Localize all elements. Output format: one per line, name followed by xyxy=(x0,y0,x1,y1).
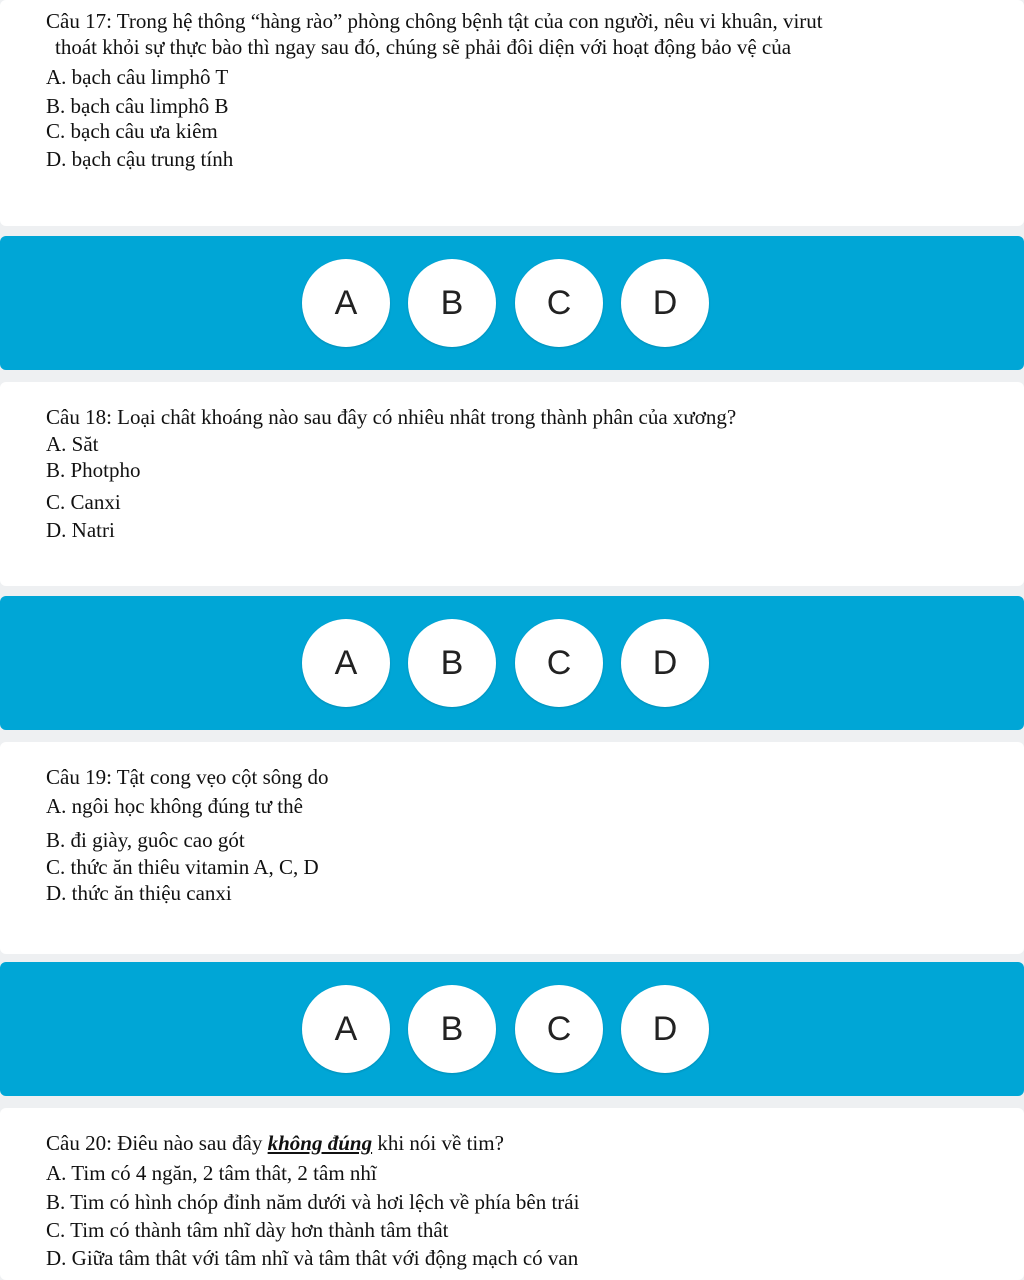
option-d: D. bạch cậu trung tính xyxy=(46,147,234,171)
question-line: Câu 19: Tật cong vẹo cột sông do xyxy=(46,765,329,789)
answer-button-c[interactable]: C xyxy=(515,985,603,1073)
question-text xyxy=(46,8,984,60)
question-text-after: khi nói về tim? xyxy=(372,1131,504,1155)
question-line: thoát khỏi sự thực bào thì ngay sau đó, chúng sẽ phải đôi diện với hoạt động bảo vệ của xyxy=(55,35,792,59)
answer-button-d[interactable]: D xyxy=(621,259,709,347)
question-card-17 xyxy=(0,0,1024,226)
answer-button-b[interactable]: B xyxy=(408,619,496,707)
answer-bar-19 xyxy=(0,962,1024,1096)
question-line: Câu 18: Loại chât khoáng nào sau đây có nhiêu nhât trong thành phân của xương? xyxy=(46,405,737,429)
option-b: B. Tim có hình chóp đỉnh năm dưới và hơi lệch về phía bên trái xyxy=(46,1190,580,1214)
question-emphasis: không đúng xyxy=(267,1131,373,1155)
answer-bar-18 xyxy=(0,596,1024,730)
answer-button-a[interactable]: A xyxy=(302,619,390,707)
answer-button-a[interactable]: A xyxy=(302,985,390,1073)
question-text xyxy=(46,1130,984,1156)
question-text xyxy=(46,764,984,790)
answer-button-c[interactable]: C xyxy=(515,619,603,707)
question-card-20 xyxy=(0,1108,1024,1280)
answer-button-d[interactable]: D xyxy=(621,985,709,1073)
option-b: B. đi giày, guôc cao gót xyxy=(46,828,245,852)
option-a: A. bạch câu limphô T xyxy=(46,65,229,89)
option-a: A. Tim có 4 ngăn, 2 tâm thât, 2 tâm nhĩ xyxy=(46,1161,377,1185)
answer-button-c[interactable]: C xyxy=(515,259,603,347)
answer-button-b[interactable]: B xyxy=(408,985,496,1073)
question-text xyxy=(46,404,984,430)
answer-button-b[interactable]: B xyxy=(408,259,496,347)
answer-bar-17 xyxy=(0,236,1024,370)
question-card-19 xyxy=(0,742,1024,954)
option-d: D. thức ăn thiệu canxi xyxy=(46,881,232,905)
option-c: C. Canxi xyxy=(46,490,121,514)
option-b: B. bạch câu limphô B xyxy=(46,94,229,118)
question-card-18 xyxy=(0,382,1024,586)
option-b: B. Photpho xyxy=(46,458,141,482)
answer-button-a[interactable]: A xyxy=(302,259,390,347)
option-c: C. Tim có thành tâm nhĩ dày hơn thành tâm thât xyxy=(46,1218,449,1242)
question-text-before: Câu 20: Điêu nào sau đây xyxy=(46,1131,268,1155)
option-d: D. Giữa tâm thât với tâm nhĩ và tâm thât với động mạch có van xyxy=(46,1246,579,1270)
option-c: C. thức ăn thiêu vitamin A, C, D xyxy=(46,855,319,879)
question-line xyxy=(46,1130,984,1156)
option-a: A. Săt xyxy=(46,432,99,456)
option-d: D. Natri xyxy=(46,518,115,542)
question-line: Câu 17: Trong hệ thông “hàng rào” phòng chông bệnh tật của con người, nêu vi khuân, virut xyxy=(46,9,823,33)
option-a: A. ngôi học không đúng tư thê xyxy=(46,794,303,818)
option-c: C. bạch câu ưa kiêm xyxy=(46,119,218,143)
answer-button-d[interactable]: D xyxy=(621,619,709,707)
